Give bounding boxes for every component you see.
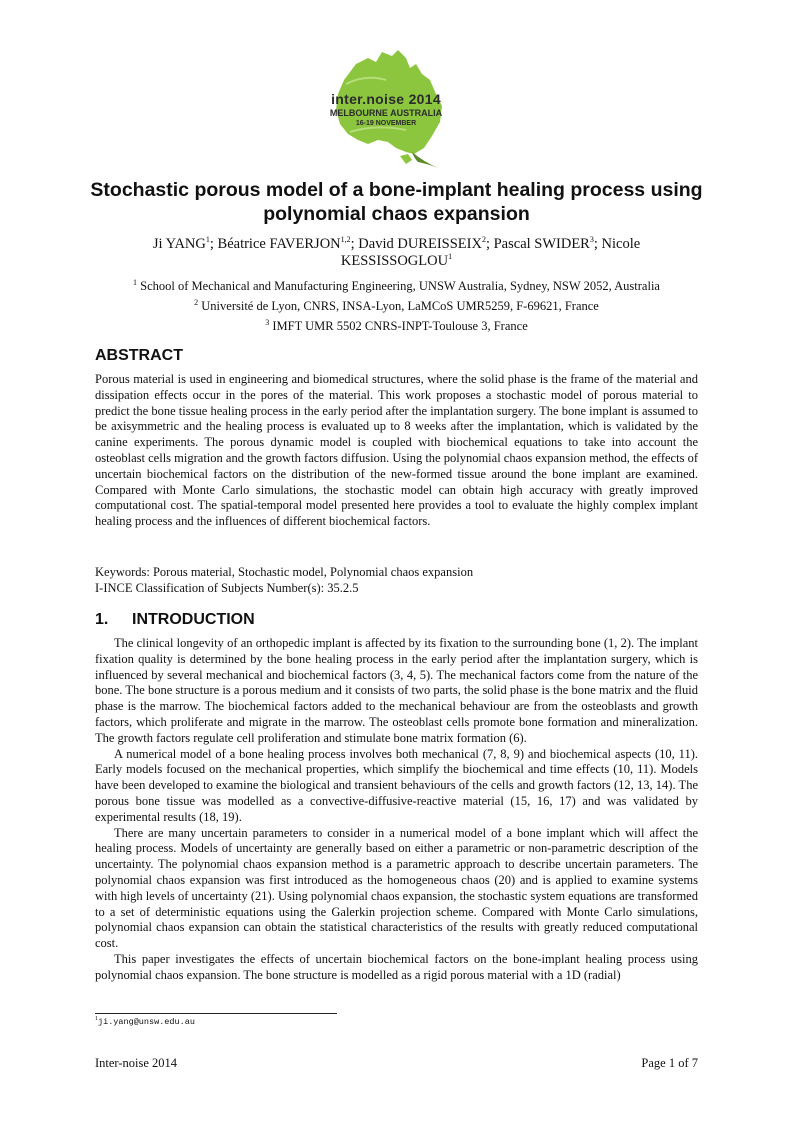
author-affiliation-mark: 3 [589, 235, 594, 245]
affiliation-mark: 1 [133, 277, 138, 287]
paragraph: This paper investigates the effects of uncertain biochemical factors on the bone-implant healing process using polynomial chaos expansion. The bone structure is modelled as a rigid porous material with a 1D (radial) [95, 951, 698, 982]
footnote-rule [95, 1013, 337, 1014]
section-number: 1. [95, 611, 109, 628]
conference-logo [326, 44, 456, 172]
author-affiliation-mark: 1 [448, 252, 453, 262]
logo-title: inter.noise 2014 [331, 91, 441, 107]
paragraph: The clinical longevity of an orthopedic implant is affected by its fixation to the surrounding bone (1, 2). The implant fixation quality is determined by the bone healing process in the early period after the implantation surgery, which is influenced by several mechanical and biochemical factors (3, 4, 5). The mechanical factors come from the nature of the bone. The bone structure is a porous medium and it consists of two parts, the solid phase is the bone matrix and the fluid phase is the marrow. The biochemical factors added to the mechanical behaviour are from the osteoblasts and growth factors, which proliferate and migrate in the marrow. The osteoblast cells promote bone formation and mineralization. The growth factors regulate cell proliferation and stimulate bone matrix formation (6). [95, 636, 698, 745]
classification: I-INCE Classification of Subjects Number(s): 35.2.5 [95, 580, 359, 595]
author-name: Pascal SWIDER [493, 236, 590, 252]
footnote [95, 1017, 195, 1027]
introduction-heading [95, 611, 255, 629]
paragraph: There are many uncertain parameters to consider in a numerical model of a bone implant which will affect the healing process. Models of uncertainty are generally based on either a parametric or non-parametric description of the uncertainty. The polynomial chaos expansion method is a parametric approach to describe uncertain parameters. The polynomial chaos expansion was first introduced as the homogeneous chaos (20) and is applied to examine systems with high levels of uncertainty (21). Using polynomial chaos expansion, the stochastic system equations are transformed to a set of deterministic equations using the Galerkin projection scheme. Compared with Monte Carlo simulations, polynomial chaos expansion can obtain the statistical characteristics of the results with greatly reduced computational cost. [95, 825, 698, 951]
title-line-2: polynomial chaos expansion [263, 203, 530, 225]
affiliation-1 [60, 279, 733, 294]
author-separator: ; [485, 236, 494, 252]
footnote-email: ji.yang@unsw.edu.au [98, 1017, 195, 1027]
footnote-mark: 1 [95, 1016, 98, 1023]
author-name: Ji YANG [152, 236, 206, 252]
affiliation-mark: 3 [265, 317, 270, 327]
title-line-1: Stochastic porous model of a bone-implant healing process using [90, 179, 703, 201]
author-name: KESSISSOGLOU [340, 253, 449, 269]
author-name: Béatrice FAVERJON [217, 236, 341, 252]
affiliation-2 [60, 299, 733, 314]
affiliation-text: IMFT UMR 5502 CNRS-INPT-Toulouse 3, France [272, 319, 528, 333]
paragraph: A numerical model of a bone healing process involves both mechanical (7, 8, 9) and biochemical aspects (10, 11). Early models focused on the mechanical properties, which simplify the biochemical and time effects (10, 11). Models have been developed to examine the biological and transient behaviours of the cells and growth factors (12, 13, 14). The porous bone tissue was modelled as a convective-diffusive-reactive material (15, 16, 17) and was validated by experimental results (18, 19). [95, 746, 698, 824]
author-list [120, 236, 673, 270]
affiliation-text: Université de Lyon, CNRS, INSA-Lyon, LaMCoS UMR5259, F-69621, France [201, 299, 599, 313]
abstract-text: Porous material is used in engineering and biomedical structures, where the solid phase is the frame of the material and dissipation effects occur in the pores of the material. This work proposes a stochastic model of porous material to predict the bone tissue healing process in the early period after the implantation surgery. The bone implant is assumed to be axisymmetric and the healing process is evaluated up to 8 weeks after the implantation, which is validated by the canine experiments. The porous dynamic model is coupled with biochemical equations to take into account the osteoblast cells migration and the growth factors diffusion. Using the polynomial chaos expansion method, the effects of uncertain biochemical factors on the distribution of the new-formed tissue around the bone implant are examined. Compared with Monte Carlo simulations, the stochastic model can obtain high accuracy with greatly improved computational cost. The spatial-temporal model presented here provides a tool to evaluate the highly complex implant healing process and the influences of different biochemical factors. [95, 372, 698, 529]
footer-page-number: Page 1 of 7 [641, 1056, 698, 1070]
section-title: INTRODUCTION [132, 611, 255, 628]
author-affiliation-mark: 2 [481, 235, 486, 245]
logo-location: MELBOURNE AUSTRALIA [329, 108, 443, 118]
logo-dates: 16-19 NOVEMBER [355, 120, 417, 127]
author-name: David DUREISSEIX [358, 236, 482, 252]
affiliation-3 [60, 319, 733, 334]
keywords: Keywords: Porous material, Stochastic model, Polynomial chaos expansion [95, 565, 474, 579]
author-separator: ; [350, 236, 359, 252]
abstract-heading: ABSTRACT [95, 347, 183, 364]
author-affiliation-mark: 1,2 [340, 235, 351, 245]
paper-title [60, 178, 733, 226]
author-affiliation-mark: 1 [205, 235, 210, 245]
introduction-body [95, 636, 698, 984]
author-separator: ; Nicole [593, 236, 641, 252]
keywords-block [95, 565, 698, 597]
footer-conference: Inter-noise 2014 [95, 1056, 178, 1070]
author-separator: ; [209, 236, 218, 252]
affiliation-mark: 2 [194, 297, 199, 307]
affiliation-text: School of Mechanical and Manufacturing Engineering, UNSW Australia, Sydney, NSW 2052, Australia [140, 279, 660, 293]
